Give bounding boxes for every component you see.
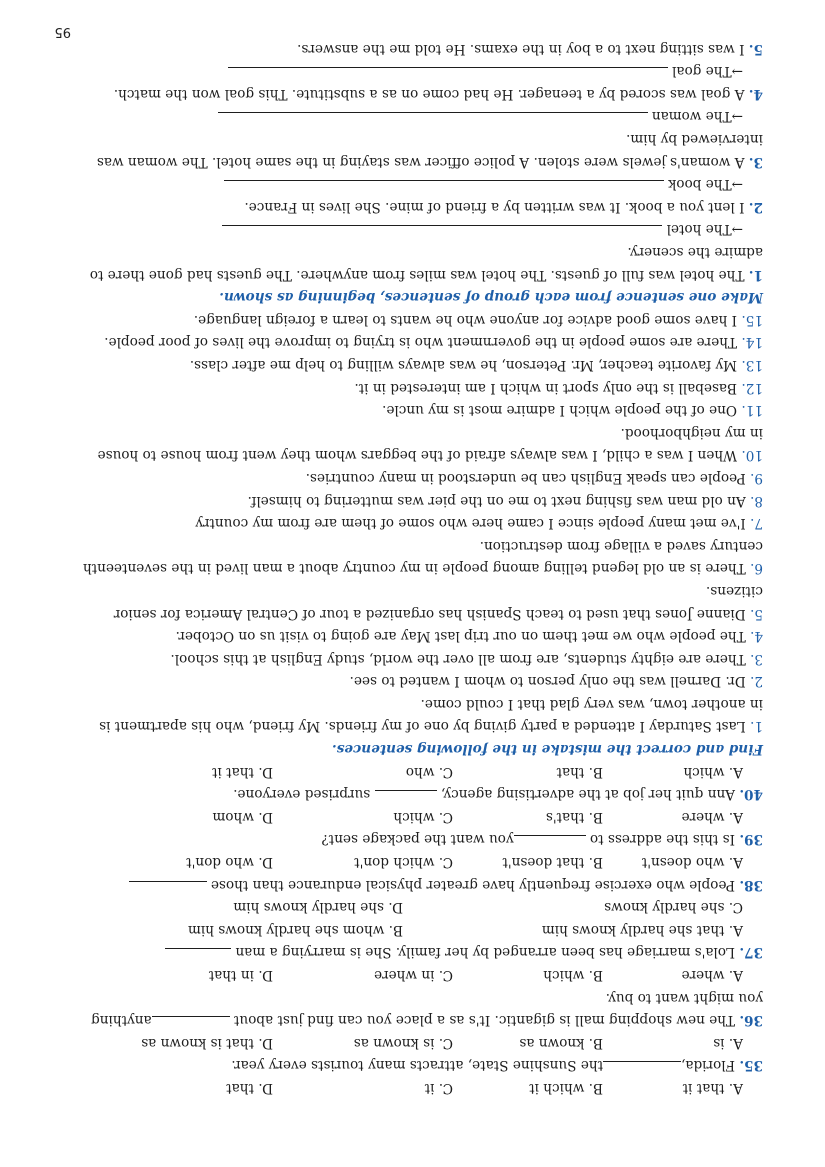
question-40-options: [58, 760, 763, 783]
question-text: Florida,: [681, 1057, 736, 1074]
mistake-item-10: [58, 444, 763, 467]
question-number: 37.: [739, 944, 763, 961]
mistake-item-12: [58, 376, 763, 399]
arrow-icon: →: [731, 108, 743, 125]
mistake-item-7: [58, 512, 763, 535]
item-number: 3.: [748, 153, 763, 170]
combine-item-3-cont: interviewed by him.: [626, 131, 763, 148]
option-d: D. that: [226, 1080, 273, 1096]
item-text: An old man was fishing next to me on the pier was muttering to himself.: [247, 492, 746, 509]
section-heading-find-mistake: Find and correct the mistake in the following sentences.: [331, 741, 763, 758]
question-37: [58, 941, 763, 964]
item-number: 5.: [750, 605, 763, 622]
question-text: Ann quit her job at the advertising agency,: [440, 786, 736, 803]
question-number: 36.: [739, 1012, 763, 1029]
question-text: The new shopping mall is gigantic. It's as a place you can find just about: [233, 1012, 736, 1029]
item-number: 14.: [741, 334, 763, 351]
option-d: D. she hardly knows him: [233, 899, 403, 916]
item-number: 10.: [741, 447, 763, 464]
option-d: D. whom: [212, 808, 273, 825]
answer-blank: [152, 1016, 230, 1031]
item-number: 12.: [741, 379, 763, 396]
question-text-after: anything: [91, 1012, 152, 1029]
combine-item-1-answer: [58, 218, 763, 241]
answer-blank: [375, 790, 437, 805]
question-35: [58, 1054, 763, 1077]
mistake-item-4: [58, 625, 763, 648]
item-number: 3.: [750, 650, 763, 667]
item-number: 6.: [750, 560, 763, 577]
option-a: A. where: [681, 967, 743, 984]
mistake-item-2: [58, 670, 763, 693]
item-number: 9.: [750, 469, 763, 486]
option-a: A. is: [713, 1034, 743, 1051]
combine-item-2-answer: [58, 173, 763, 196]
item-text: There are eighty students, are from all over the world, study English at this school.: [170, 650, 746, 667]
item-text: I've met many people since I came here who some of them are from my country: [195, 515, 746, 532]
answer-start: The book: [668, 176, 732, 193]
answer-blank: [129, 881, 207, 896]
mistake-item-5: [58, 602, 763, 625]
option-c: C. which: [393, 808, 453, 825]
arrow-icon: →: [731, 221, 743, 238]
item-text: When I was a child, I was always afraid of the beggars whom they went from house to house: [97, 447, 738, 464]
item-number: 5.: [748, 40, 763, 57]
item-number: 4.: [750, 628, 763, 645]
question-36: [58, 1009, 763, 1032]
mistake-item-5-cont: citizens.: [705, 582, 763, 599]
combine-item-4-answer: [58, 60, 763, 83]
answer-start: The woman: [651, 108, 732, 125]
question-text: Lola's marriage has been arranged by her family. She is marrying a man: [235, 944, 736, 961]
mistake-item-3: [58, 647, 763, 670]
option-c: C. who: [405, 763, 453, 780]
combine-item-2: [58, 195, 763, 218]
item-text: I have some good advice for anyone who he wants to learn a foreign language.: [193, 311, 738, 328]
question-text-after: you want the package sent?: [321, 831, 514, 848]
mistake-item-10-cont: in my neighborhood.: [620, 424, 763, 441]
question-38: [58, 873, 763, 896]
page-number: 95: [54, 24, 71, 39]
question-text-after: the Sunshine State, attracts many tourists every year.: [231, 1057, 604, 1074]
option-d: D. in that: [208, 967, 273, 984]
item-text: Dr. Darnell was the only person to whom I wanted to see.: [349, 673, 746, 690]
option-c: C. it: [424, 1080, 453, 1096]
option-a: A. that she hardly knows him: [541, 921, 743, 938]
mistake-item-6-cont: century saved a village from destruction.: [479, 537, 763, 554]
answer-start: The goal: [672, 63, 732, 80]
answer-blank: [165, 948, 231, 963]
question-34-options: [58, 1076, 763, 1099]
mistake-item-1-cont: in another town, was very glad that I could come.: [420, 695, 763, 712]
question-39-options: [58, 805, 763, 828]
question-text: People who exercise frequently have greater physical endurance than those: [210, 876, 736, 893]
item-number: 13.: [741, 357, 763, 373]
item-text: Last Saturday I attended a party giving by one of my friends. My friend, who his apartment is: [99, 718, 746, 735]
item-number: 2.: [748, 198, 763, 215]
option-b: B. whom she hardly knows him: [187, 921, 403, 938]
question-35-options: [58, 1031, 763, 1054]
combine-item-3: [58, 150, 763, 173]
answer-line: [224, 180, 664, 195]
item-text: There are some people in the government who is trying to improve the lives of poor people.: [104, 334, 738, 351]
item-text: A goal was scored by a teenager. He had come on as a substitute. This goal won the match.: [113, 85, 745, 102]
item-number: 11.: [741, 402, 763, 419]
mistake-item-9: [58, 466, 763, 489]
item-text: The hotel was full of guests. The hotel was miles from anywhere. The guests had gone there to: [89, 266, 745, 283]
item-text: People can speak English can be understood in many countries.: [305, 469, 746, 486]
question-39: [58, 828, 763, 851]
question-text-after: surprised everyone.: [233, 786, 371, 803]
item-number: 1.: [750, 718, 763, 735]
arrow-icon: →: [731, 63, 743, 80]
page-content: [58, 37, 763, 1099]
option-c: C. is known as: [353, 1034, 453, 1051]
answer-line: [222, 225, 662, 240]
answer-line: [218, 112, 648, 127]
option-b: B. that: [556, 763, 603, 780]
question-36-cont: you might want to buy.: [605, 989, 763, 1006]
item-text: The people who we met them on our trip last May are going to visit us on October.: [175, 628, 746, 645]
option-b: B. which it: [529, 1080, 603, 1096]
mistake-item-14: [58, 331, 763, 354]
answer-blank: [514, 835, 586, 850]
section-heading-combine: Make one sentence from each group of sentences, beginning as shown.: [219, 289, 763, 306]
option-d: D. that it: [212, 763, 273, 780]
combine-item-4: [58, 82, 763, 105]
combine-item-3-answer: [58, 105, 763, 128]
item-text: There is an old legend telling among people in my country about a man lived in the seventeenth: [82, 560, 746, 577]
answer-blank: [603, 1061, 681, 1076]
item-number: 15.: [741, 311, 763, 328]
question-number: 40.: [739, 786, 763, 803]
item-number: 7.: [750, 515, 763, 532]
option-d: D. that is known as: [141, 1034, 273, 1051]
item-text: Baseball is the only sport in which I am interested in it.: [354, 379, 738, 396]
question-number: 35.: [739, 1057, 763, 1074]
question-36-options: [58, 963, 763, 986]
option-b: B. known as: [519, 1034, 603, 1051]
option-a: A. that it: [682, 1080, 743, 1096]
arrow-icon: →: [731, 176, 743, 193]
combine-item-1-cont: admire the scenery.: [627, 244, 763, 261]
answer-line: [228, 67, 668, 82]
question-38-options: [58, 850, 763, 873]
option-b: B. that doesn't: [502, 854, 603, 871]
option-d: D. who don't: [186, 854, 273, 871]
option-b: B. which: [543, 967, 603, 984]
item-number: 4.: [748, 85, 763, 102]
item-number: 2.: [750, 673, 763, 690]
combine-item-5: [58, 37, 763, 60]
option-b: B. that's: [545, 808, 603, 825]
answer-start: The hotel: [666, 221, 732, 238]
item-text: A woman's jewels were stolen. A police officer was staying in the same hotel. The woman was: [96, 153, 745, 170]
mistake-item-6: [58, 557, 763, 580]
option-a: A. where: [681, 808, 743, 825]
item-text: I was sitting next to a boy in the exams. He told me the answers.: [297, 40, 745, 57]
combine-item-1: [58, 263, 763, 286]
item-text: One of the people which I admire most is my uncle.: [382, 402, 738, 419]
item-text: Dianne Jones that used to teach Spanish has organized a tour of Central America for senior: [113, 605, 746, 622]
option-a: A. who doesn't: [641, 854, 743, 871]
option-c: C. in where: [374, 967, 453, 984]
question-37-options-row1: [58, 918, 763, 941]
mistake-item-8: [58, 489, 763, 512]
question-number: 38.: [739, 876, 763, 893]
mistake-item-15: [58, 308, 763, 331]
question-40: [58, 783, 763, 806]
mistake-item-1: [58, 715, 763, 738]
item-number: 8.: [750, 492, 763, 509]
question-37-options-row2: [58, 896, 763, 919]
option-a: A. which: [683, 763, 743, 780]
option-c: C. which don't: [354, 854, 453, 871]
item-text: My favorite teacher, Mr. Peterson, he was always willing to help me after class.: [189, 357, 738, 373]
item-number: 1.: [748, 266, 763, 283]
mistake-item-13: [58, 353, 763, 376]
question-number: 39.: [739, 831, 763, 848]
question-text: Is this the address to: [589, 831, 736, 848]
option-c: C. she hardly knows: [604, 899, 743, 916]
mistake-item-11: [58, 399, 763, 422]
item-text: I lent you a book. It was written by a friend of mine. She lives in France.: [244, 198, 745, 215]
